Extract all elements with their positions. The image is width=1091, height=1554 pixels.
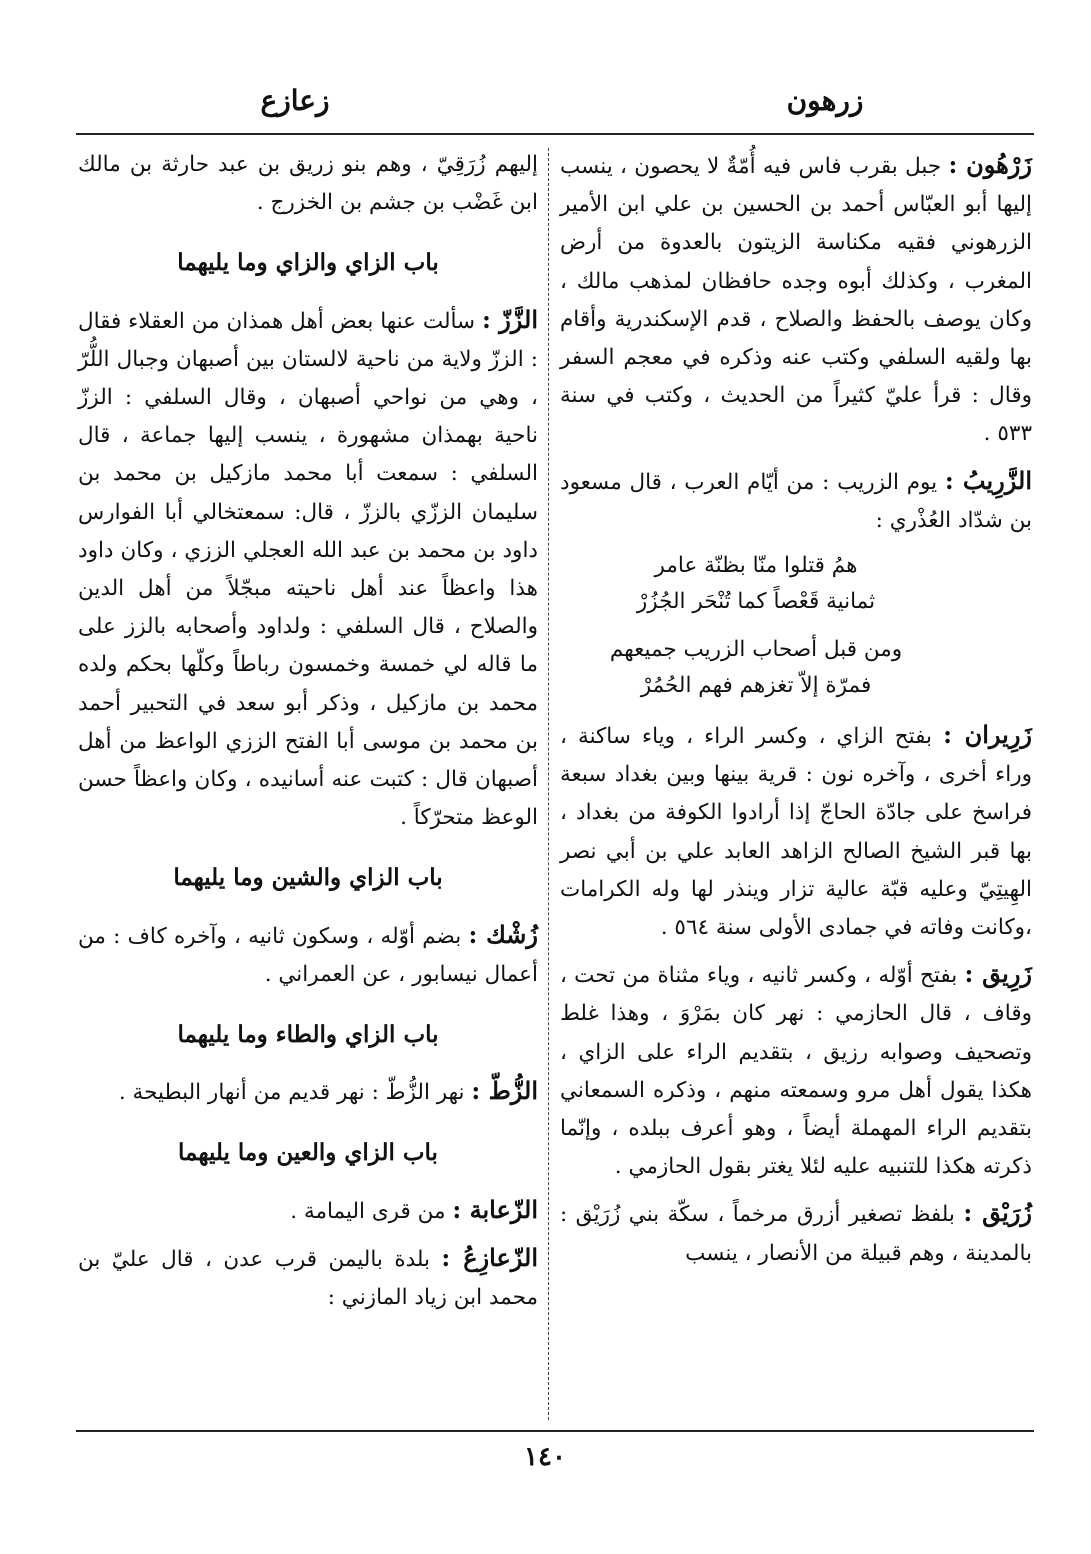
headword: زَرِيران : <box>943 720 1032 750</box>
entry-zaaba <box>78 1191 538 1231</box>
headword: الزَّزّ : <box>481 304 539 334</box>
headword: زَرْهُون : <box>948 150 1032 179</box>
entry-zurayq <box>560 1194 1032 1272</box>
entry-text: بضم أوّله ، وسكون ثانيه ، وآخره كاف : من أعمال نيسابور ، عن العمراني . <box>78 923 538 987</box>
running-head-right: زرهون <box>786 84 864 117</box>
running-head-left: زعازع <box>260 84 330 117</box>
section-heading: باب الزاي والطاء وما يليهما <box>177 1021 439 1049</box>
section-heading: باب الزاي والعين وما يليهما <box>178 1139 438 1167</box>
verse-line: همُ قتلوا منّا بظنّة عامر <box>654 553 858 579</box>
entry-zaazi <box>78 1239 538 1317</box>
entry-zarib <box>560 462 1032 540</box>
column-divider <box>548 148 549 1420</box>
entry-zarhun <box>560 146 1032 454</box>
verse-line: ثمانية قَعْصاً كما تُنْحَر الجُزُرْ <box>636 589 876 615</box>
left-column <box>78 146 538 1325</box>
headword: زُشْك : <box>468 919 539 949</box>
right-column <box>560 146 1032 1281</box>
section-heading: باب الزاي والشين وما يليهما <box>173 864 443 892</box>
footer-rule <box>76 1430 1034 1432</box>
verse-couplet-1 <box>560 548 1032 620</box>
verse-line: فمرّة إلاّ تغزهم فهم الحُمُرْ <box>640 673 872 699</box>
section-heading: باب الزاي والزاي وما يليهما <box>177 249 439 277</box>
headword: الزَّرِيبُ : <box>944 465 1032 495</box>
entry-zutt <box>78 1072 538 1112</box>
entry-text: بلفظ تصغير أزرق مرخماً ، سكّة بني زُرَيْق : بالمدينة ، وهم قبيلة من الأنصار ، ينسب <box>560 1202 1032 1266</box>
entry-text: بفتح الزاي ، وكسر الراء ، وياء ساكنة ، وراء أخرى ، وآخره نون : قرية بينها وبين بغداد سبعة فراسخ على جادّة الحاجّ إذا أرادوا الكوفة من بغداد ، بها قبر الشيخ الصالح الزاهد العابد علي بن أبي نصر الهِيتِيّ وعليه قبّة عالية تزار وينذر لها وله الكرامات ،وكانت وفاته في جمادى الأولى سنة ٥٦٤ . <box>560 724 1032 941</box>
entry-text: يوم الزريب : من أيّام العرب ، قال مسعود بن شدّاد العُذْري : <box>560 469 1032 533</box>
entry-zariq <box>560 955 1032 1186</box>
entry-text: جبل بقرب فاس فيه أُمّةٌ لا يحصون ، ينسب إليها أبو العبّاس أحمد بن الحسين بن علي ابن الأمير الزرهوني فقيه مكناسة الزيتون بالعدوة من أرض المغرب ، وكذلك أبوه وجده حافظان لمذهب مالك ، وكان يوصف بالحفظ والصلاح ، قدم الإسكندرية وأقام بها ولقيه السلفي وكتب عنه وذكره في معجم السفر وقال : قرأ عليّ كثيراً من الحديث ، وكتب في سنة ٥٣٣ . <box>560 154 1032 447</box>
headword: الزُّطّ : <box>471 1076 538 1106</box>
entry-text: بلدة باليمن قرب عدن ، قال عليّ بن محمد ابن زياد المازني : <box>78 1246 538 1311</box>
headword: زُرَيْق : <box>963 1198 1032 1228</box>
entry-continuation: إليهم زُرَقِيّ ، وهم بنو زريق بن عبد حارثة بن مالك ابن غَضْب بن جشم بن الخزرج . <box>78 152 538 216</box>
entry-text: سألت عنها بعض أهل همذان من العقلاء فقال : الززّ ولاية من ناحية لالستان بين أصبهان وجبال اللُّرّ ، وهي من نواحي أصبهان ، وقال السلفي : الززّ ناحية بهمذان مشهورة ، ينسب إليها جماعة ، قال السلفي : سمعت أبا محمد مازكيل بن محمد بن سليمان الززّي بالززّ ، قال: سمعتخالي أبا الفوارس داود بن محمد بن عبد الله العجلي الززي ، وكان داود هذا واعظاً عند أهل ناحيته مبجّلاً من أهل الدين والصلاح ، قال السلفي : ولداود وأصحابه بالزز على ما قاله لي خمسة وخمسون رباطاً وكلّها بحكم ولده محمد بن مازكيل ، وذكر أبو سعد في التحبير أحمد بن محمد بن موسى أبا الفتح الززي الواعظ من أهل أصبهان قال : كتبت عنه أسانيده ، وكان واعظاً حسن الوعظ متحرّكاً . <box>78 308 538 831</box>
entry-zazz <box>78 301 538 838</box>
verse-line: ومن قبل أصحاب الزريب جميعهم <box>609 637 903 663</box>
header-rule <box>76 133 1034 135</box>
entry-text: نهر الزُّطّ : نهر قديم من أنهار البطيحة . <box>118 1080 465 1106</box>
entry-text: بفتح أوّله ، وكسر ثانيه ، وياء مثناة من تحت ، وقاف ، قال الحازمي : نهر كان بمَرْوَ ، وهذا غلط وتصحيف وصوابه رزيق ، بتقديم الراء على الزاي ، هكذا يقول أهل مرو وسمعته منهم ، وذكره السمعاني بتقديم الراء المهملة أيضاً ، وهو أعرف ببلده ، وإنّما ذكرته هكذا للتنبيه عليه لئلا يغتر بقول الحازمي . <box>560 963 1032 1180</box>
entry-text: من قرى اليمامة . <box>290 1198 446 1224</box>
entry-zariran <box>560 716 1032 947</box>
verse-couplet-2 <box>560 632 1032 704</box>
page-number: ١٤٠ <box>524 1442 566 1472</box>
entry-zushk <box>78 916 538 994</box>
headword: الزّعازِعُ : <box>441 1242 538 1272</box>
headword: الزّعابة : <box>452 1194 538 1224</box>
headword: زَرِيق : <box>964 959 1032 989</box>
